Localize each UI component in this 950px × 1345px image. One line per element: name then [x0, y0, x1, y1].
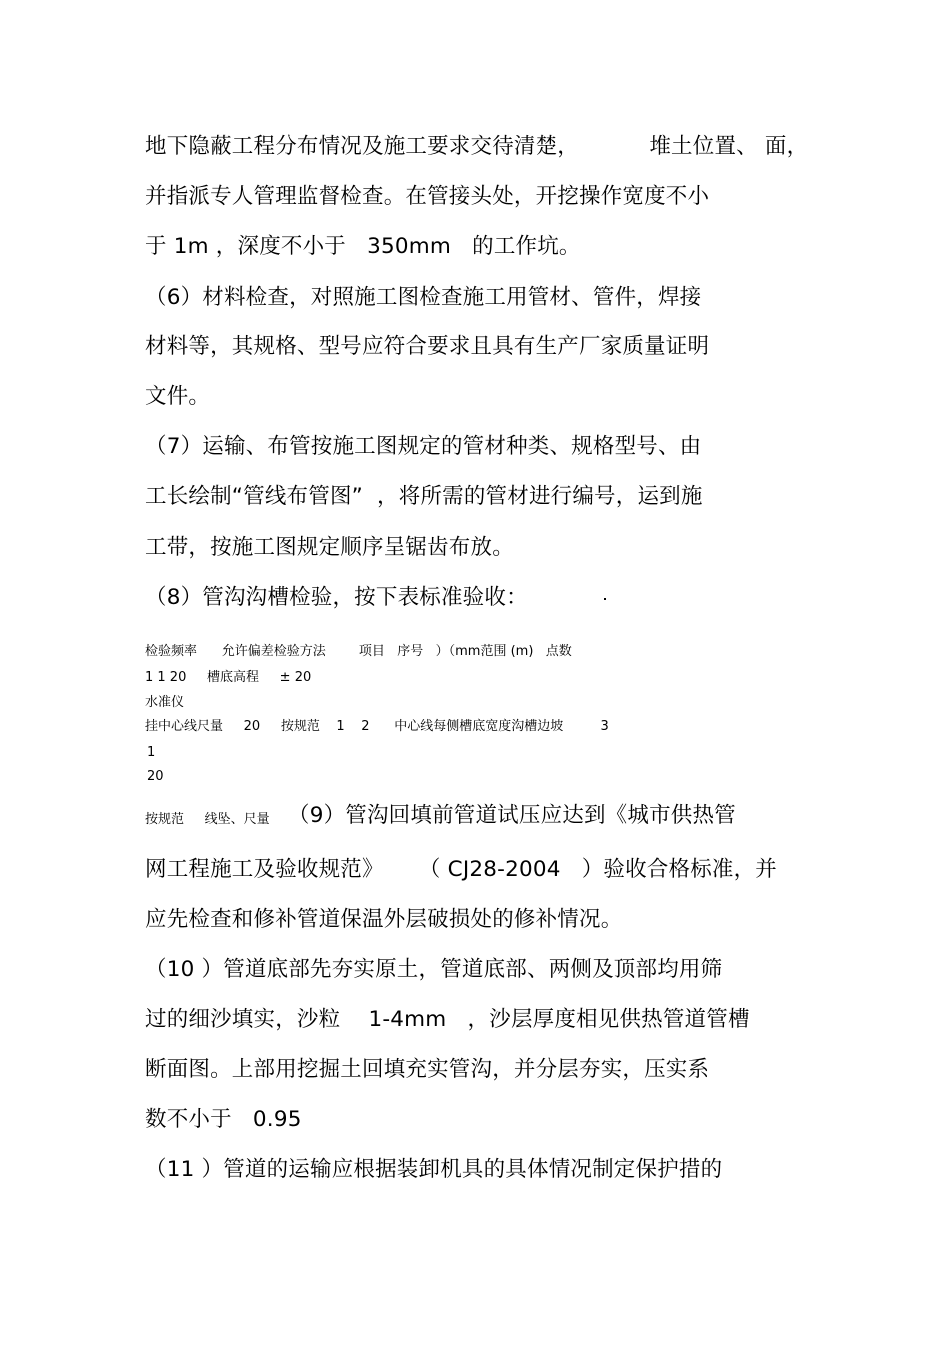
text-line: 地下隐蔽工程分布情况及施工要求交待清楚， 堆土位置、 面， — [145, 134, 809, 159]
text-line: （9）管沟回填前管道试压应达到《城市供热管 — [288, 803, 736, 828]
table-row-text: 按规范 线坠、尺量 — [145, 812, 270, 827]
text-line: 于 1m ，深度不小于 350mm 的工作坑。 — [145, 234, 581, 259]
text-line: 过的细沙填实，沙粒 1-4mm ，沙层厚度相见供热管道管槽 — [145, 1007, 750, 1032]
text-line: 网工程施工及验收规范》 （ CJ28-2004 ）验收合格标准，并 — [145, 857, 777, 882]
text-line: 文件。 — [145, 384, 211, 409]
text-line: 数不小于 0.95 — [145, 1107, 302, 1132]
table-row-text: 挂中心线尺量 20 按规范 1 2 中心线每侧槽底宽度沟槽边坡 3 — [145, 719, 609, 734]
text-line: 断面图。上部用挖掘土回填充实管沟，并分层夯实，压实系 — [145, 1057, 710, 1082]
table-row-text: 1 — [147, 745, 156, 760]
text-line: 工长绘制“管线布管图” ，将所需的管材进行编号，运到施 — [145, 484, 703, 509]
text-line: （10 ）管道底部先夯实原土，管道底部、两侧及顶部均用筛 — [145, 957, 723, 982]
stray-dot — [604, 598, 606, 600]
text-line: （8）管沟沟槽检验，按下表标准验收： — [145, 585, 528, 610]
text-line: 材料等，其规格、型号应符合要求且具有生产厂家质量证明 — [145, 334, 710, 359]
text-line: 工带，按施工图规定顺序呈锯齿布放。 — [145, 535, 514, 560]
text-line: （6）材料检查，对照施工图检查施工用管材、管件，焊接 — [145, 285, 702, 310]
table-row-text: 20 — [147, 769, 164, 784]
text-line: （11 ）管道的运输应根据装卸机具的具体情况制定保护措的 — [145, 1157, 723, 1182]
text-line: 并指派专人管理监督检查。在管接头处，开挖操作宽度不小 — [145, 184, 710, 209]
text-line: （7）运输、布管按施工图规定的管材种类、规格型号、由 — [145, 434, 702, 459]
table-row-text: 水准仪 — [145, 695, 185, 710]
table-row-text: 1 1 20 槽底高程 ± 20 — [145, 670, 312, 685]
table-header-text: 检验频率 允许偏差检验方法 项目 序号 ）（mm范围 (m) 点数 — [145, 644, 572, 659]
text-line: 应先检查和修补管道保温外层破损处的修补情况。 — [145, 907, 623, 932]
